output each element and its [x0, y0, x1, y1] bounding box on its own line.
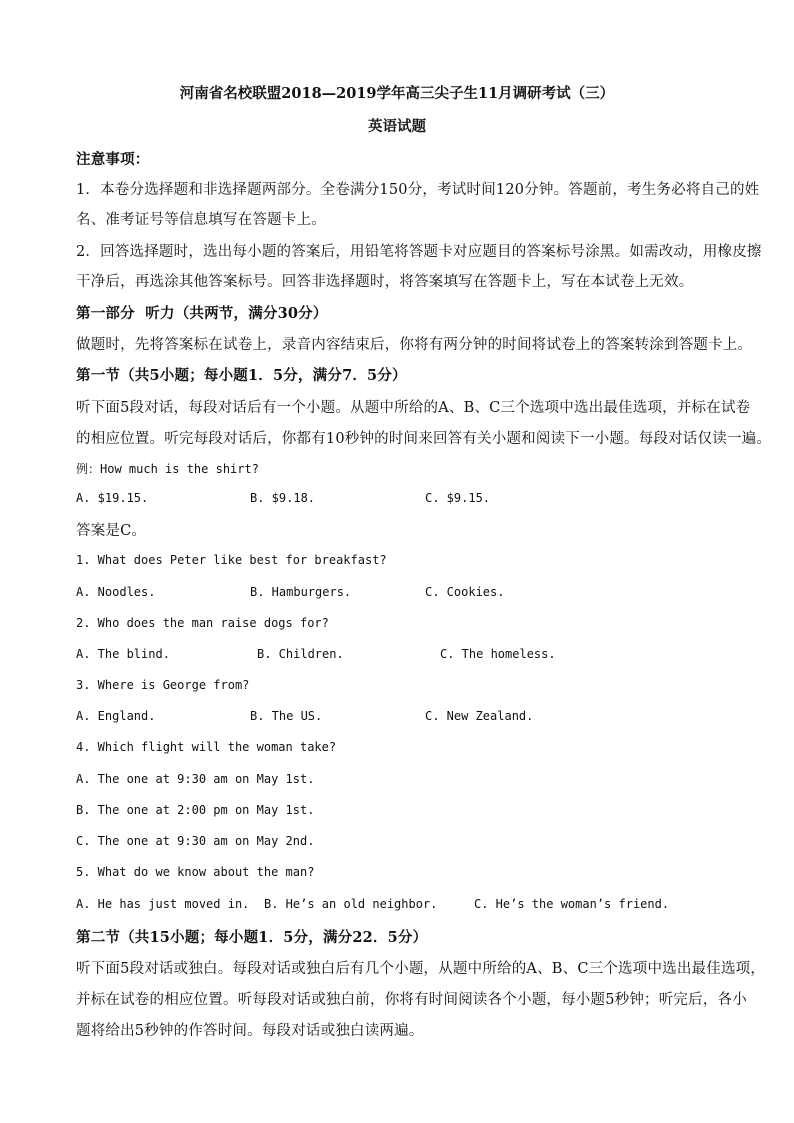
- section2-heading: 第二节（共15小题；每小题1．5分，满分22．5分）: [76, 929, 428, 946]
- section1-instruction-line-2: 的相应位置。听完每段对话后，你都有10秒钟的时间来回答有关小题和阅读下一小题。每段对话仅读一遍。: [76, 431, 772, 447]
- section1-instruction-line-1: 听下面5段对话，每段对话后有一个小题。从题中所给的A、B、C三个选项中选出最佳选项，并标在试卷: [76, 400, 751, 416]
- note-2-line-2: 干净后，再选涂其他答案标号。回答非选择题时，将答案填写在答题卡上，写在本试卷上无效。: [76, 274, 694, 290]
- example-question: 例：How much is the shirt?: [76, 462, 259, 476]
- question-4: 4. Which flight will the woman take?: [76, 740, 337, 754]
- q4-option-a: A. The one at 9:30 am on May 1st.: [76, 772, 315, 786]
- note-1-line-2: 名、准考证号等信息填写在答题卡上。: [76, 212, 326, 228]
- question-3: 3. Where is George from?: [76, 678, 250, 692]
- note-1-line-1: 1．本卷分选择题和非选择题两部分。全卷满分150分，考试时间120分钟。答题前，考生务必将自己的姓: [76, 182, 760, 198]
- q3-option-b: B. The US.: [250, 709, 323, 723]
- q5-option-b: B. He’s an old neighbor.: [264, 897, 438, 911]
- q1-option-b: B. Hamburgers.: [250, 585, 352, 599]
- part1-instruction: 做题时，先将答案标在试卷上，录音内容结束后，你将有两分钟的时间将试卷上的答案转涂到答题卡上。: [76, 337, 753, 353]
- q5-option-a: A. He has just moved in.: [76, 897, 250, 911]
- q1-option-a: A. Noodles.: [76, 585, 156, 599]
- section2-instruction-line-2: 并标在试卷的相应位置。听每段对话或独白前，你将有时间阅读各个小题，每小题5秒钟；听完后，各小: [76, 992, 747, 1008]
- example-option-a: A. $19.15.: [76, 491, 149, 505]
- section2-instruction-line-1: 听下面5段对话或独白。每段对话或独白后有几个小题，从题中所给的A、B、C三个选项中选出最佳选项，: [76, 961, 766, 977]
- exam-title: 河南省名校联盟2018—2019学年高三尖子生11月调研考试（三）: [179, 85, 615, 102]
- example-option-b: B. $9.18.: [250, 491, 316, 505]
- q3-option-a: A. England.: [76, 709, 156, 723]
- exam-subtitle: 英语试题: [368, 118, 426, 135]
- part1-heading: 第一部分 听力（共两节，满分30分）: [76, 305, 328, 322]
- example-option-c: C. $9.15.: [425, 491, 491, 505]
- q4-option-c: C. The one at 9:30 am on May 2nd.: [76, 834, 315, 848]
- example-answer: 答案是C。: [76, 523, 147, 539]
- section2-instruction-line-3: 题将给出5秒钟的作答时间。每段对话或独白读两遍。: [76, 1023, 424, 1039]
- q2-option-b: B. Children.: [257, 647, 344, 661]
- q2-option-c: C. The homeless.: [440, 647, 556, 661]
- q2-option-a: A. The blind.: [76, 647, 170, 661]
- q4-option-b: B. The one at 2:00 pm on May 1st.: [76, 803, 315, 817]
- q1-option-c: C. Cookies.: [425, 585, 505, 599]
- notes-heading: 注意事项：: [76, 151, 150, 168]
- q5-option-c: C. He’s the woman’s friend.: [474, 897, 670, 911]
- note-2-line-1: 2．回答选择题时，选出每小题的答案后，用铅笔将答题卡对应题目的答案标号涂黑。如需改动，用橡皮擦: [76, 244, 762, 260]
- question-1: 1. What does Peter like best for breakfast?: [76, 553, 387, 567]
- q3-option-c: C. New Zealand.: [425, 709, 534, 723]
- section1-heading: 第一节（共5小题；每小题1．5分，满分7．5分）: [76, 367, 407, 384]
- question-5: 5. What do we know about the man?: [76, 865, 315, 879]
- question-2: 2. Who does the man raise dogs for?: [76, 616, 329, 630]
